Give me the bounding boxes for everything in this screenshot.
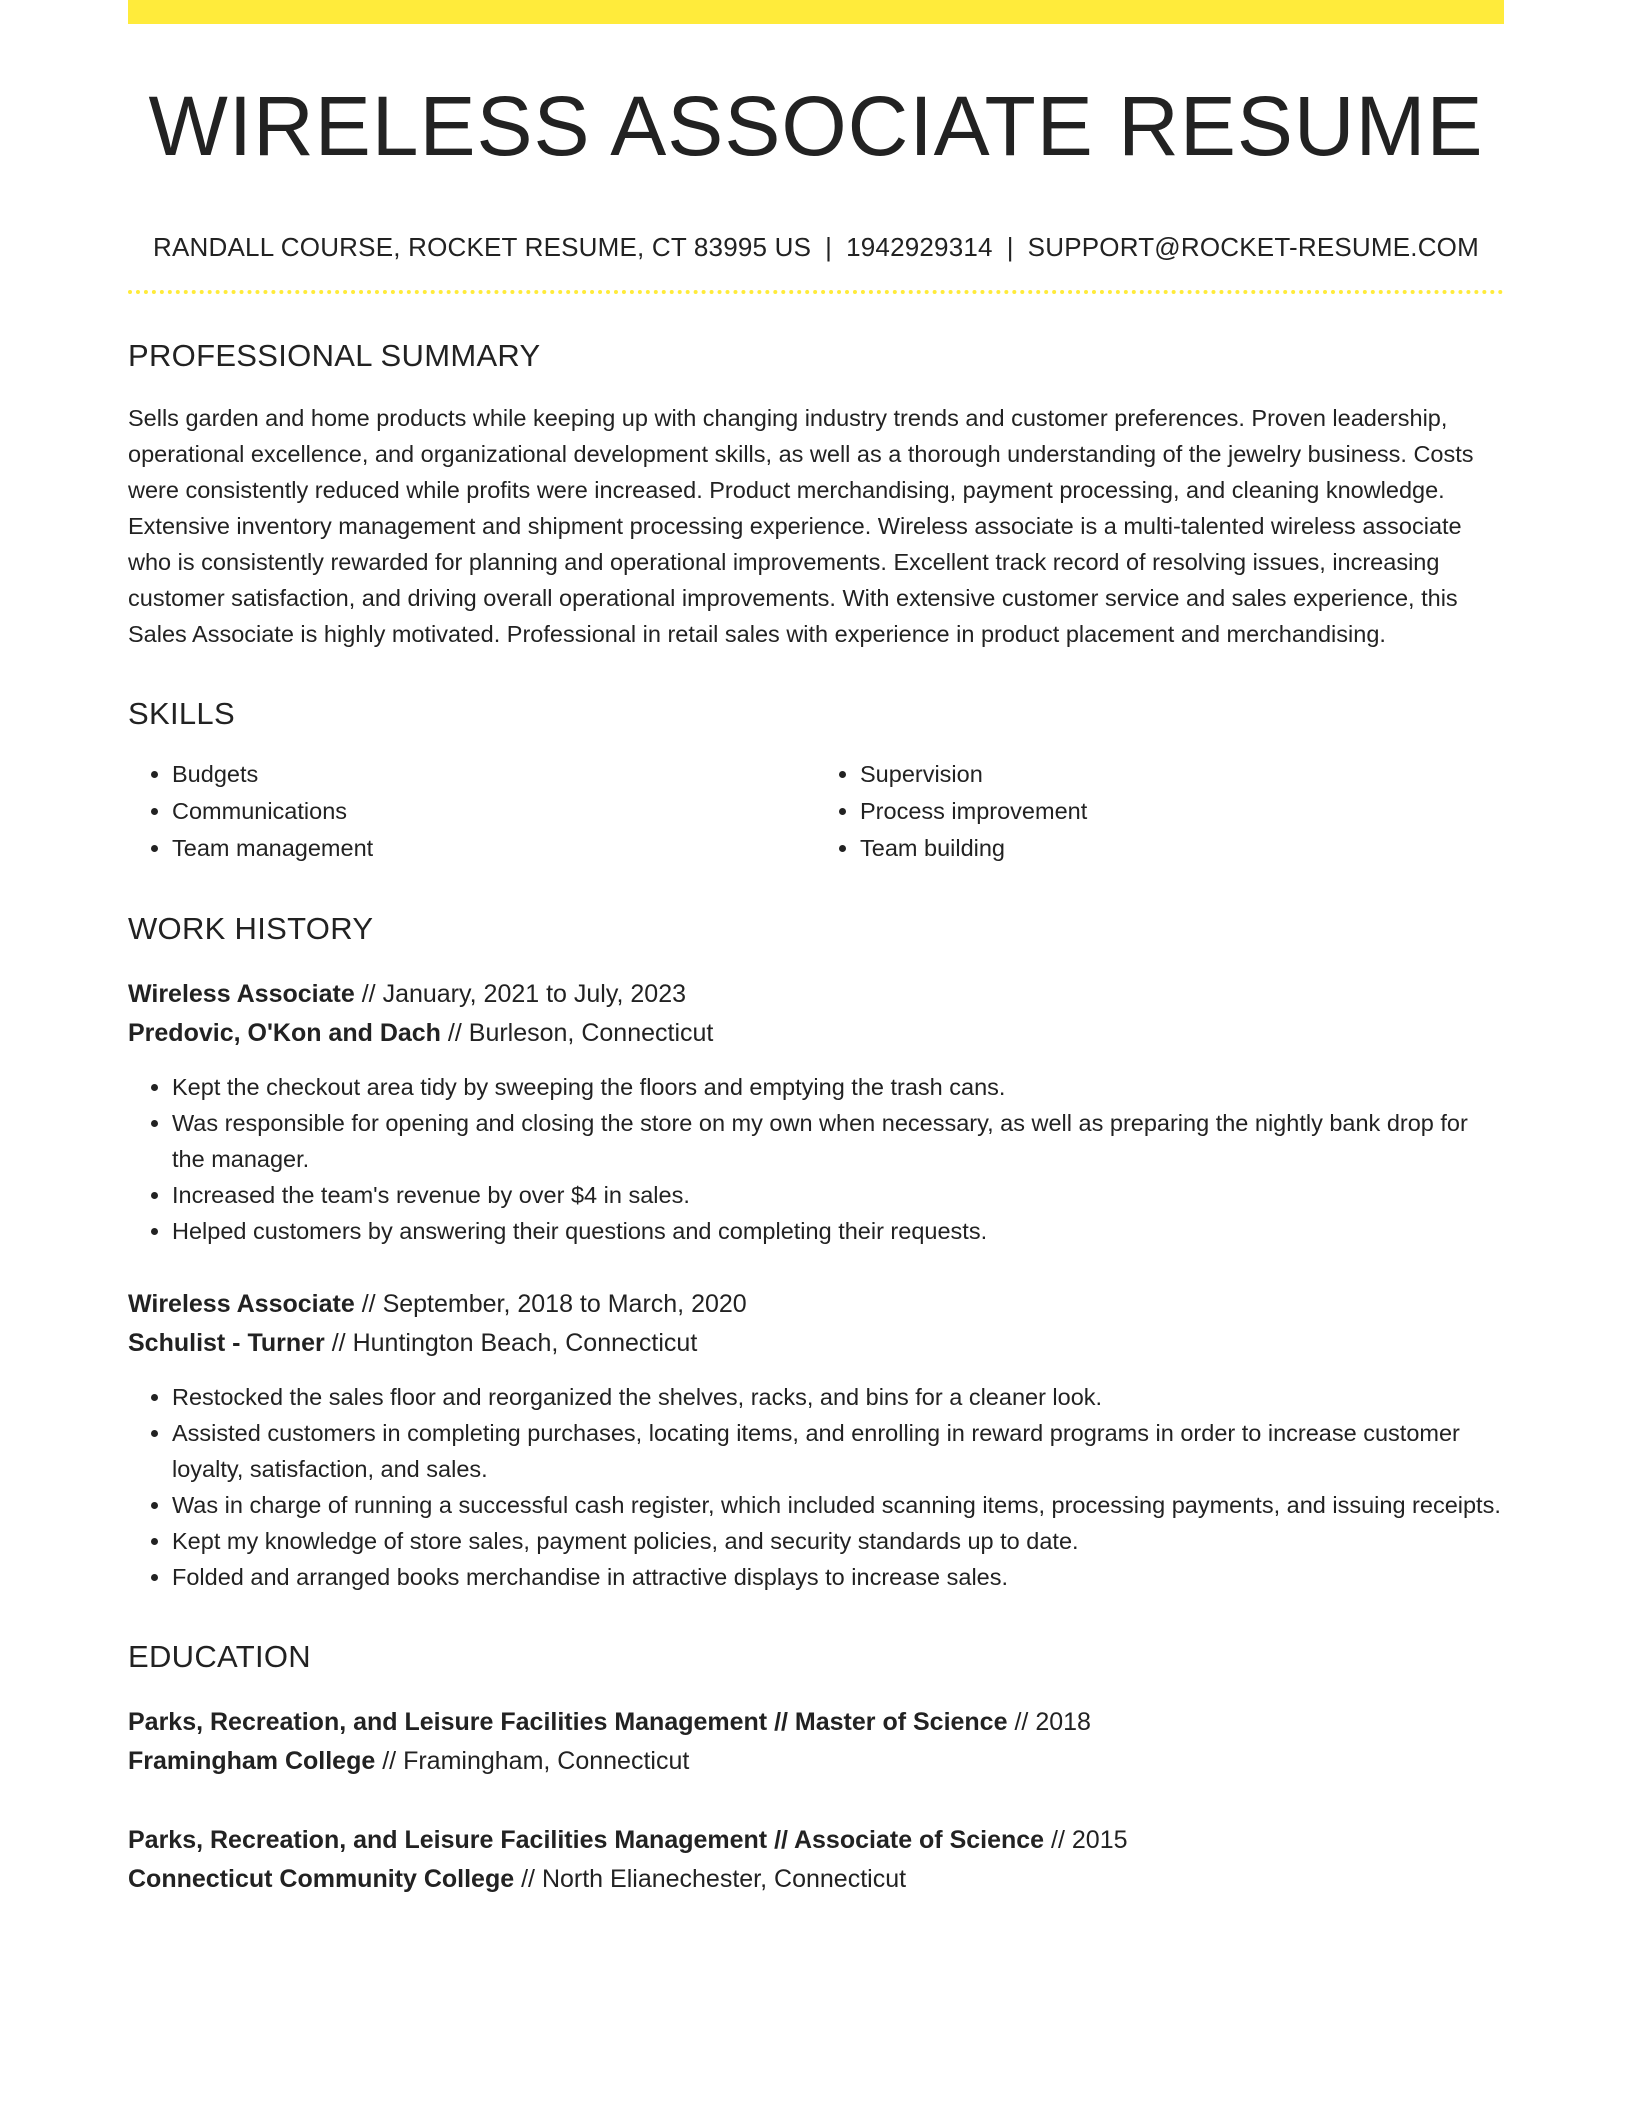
education-degree-line [128, 1821, 1504, 1860]
education-entry [128, 1703, 1504, 1781]
divider: // [361, 1289, 376, 1318]
divider: // [361, 979, 376, 1008]
skills-column-left [128, 756, 816, 867]
job-dates: January, 2021 to July, 2023 [382, 979, 687, 1008]
contact-line [128, 232, 1504, 263]
job-title: Wireless Associate [128, 1289, 355, 1318]
job-entry [128, 1285, 1504, 1595]
education-location: North Elianechester, Connecticut [541, 1864, 907, 1893]
job-company: Predovic, O'Kon and Dach [128, 1018, 441, 1047]
divider: // [382, 1746, 397, 1775]
job-location: Huntington Beach, Connecticut [352, 1328, 698, 1357]
contact-separator: | [825, 232, 833, 263]
education-entry [128, 1821, 1504, 1899]
job-bullet: • Was responsible for opening and closing the store on my own when necessary, as well as preparing the nightly bank drop for the manager. [172, 1105, 1504, 1177]
job-title-line [128, 975, 1504, 1014]
job-bullet: • Assisted customers in completing purchases, locating items, and enrolling in reward programs in order to increase customer loyalty, satisfaction, and sales. [172, 1415, 1504, 1487]
job-bullets [128, 1379, 1504, 1595]
job-bullet: • Helped customers by answering their questions and completing their requests. [172, 1213, 1504, 1249]
education-heading: EDUCATION [128, 1638, 311, 1674]
education-degree-line [128, 1703, 1504, 1742]
job-bullet: • Restocked the sales floor and reorganized the shelves, racks, and bins for a cleaner look. [172, 1379, 1504, 1415]
job-company-line [128, 1014, 1504, 1053]
job-company-line [128, 1324, 1504, 1363]
education-school-line [128, 1742, 1504, 1781]
job-title: Wireless Associate [128, 979, 355, 1008]
education-school-line [128, 1860, 1504, 1899]
summary-text: Sells garden and home products while keeping up with changing industry trends and customer preferences. Proven leadership, operational excellence, and organizational development skills, as well as a thorough understanding of the jewelry business. Costs were consistently reduced while profits were increased. Product merchandising, payment processing, and cleaning knowledge. Extensive inventory management and shipment processing experience. Wireless associate is a multi-talented wireless associate who is consistently rewarded for planning and operational improvements. Excellent track record of resolving issues, increasing customer satisfaction, and driving overall operational improvements. With extensive customer service and sales experience, this Sales Associate is highly motivated. Professional in retail sales with experience in product placement and merchandising. [128, 404, 1474, 647]
divider: // [331, 1328, 346, 1357]
job-company: Schulist - Turner [128, 1328, 325, 1357]
job-bullet: • Increased the team's revenue by over $4 in sales. [172, 1177, 1504, 1213]
work-history-heading: WORK HISTORY [128, 910, 374, 946]
skills-list [128, 756, 1504, 867]
contact-email: SUPPORT@ROCKET-RESUME.COM [1027, 232, 1479, 263]
divider: // [521, 1864, 535, 1893]
skill-item: • Team management [172, 830, 816, 867]
skill-item: • Budgets [172, 756, 816, 793]
contact-address: RANDALL COURSE, ROCKET RESUME, CT 83995 US [153, 232, 812, 263]
divider: // [447, 1018, 462, 1047]
job-bullet: • Was in charge of running a successful cash register, which included scanning items, processing payments, and issuing receipts. [172, 1487, 1504, 1523]
top-accent-bar [128, 0, 1504, 24]
skill-item: • Process improvement [860, 793, 1504, 830]
job-bullet: • Kept my knowledge of store sales, payment policies, and security standards up to date. [172, 1523, 1504, 1559]
skill-item: • Communications [172, 793, 816, 830]
education-school: Connecticut Community College [128, 1864, 515, 1893]
education-degree: Parks, Recreation, and Leisure Facilities Management // Associate of Science [128, 1825, 1045, 1854]
summary-heading: PROFESSIONAL SUMMARY [128, 337, 541, 373]
job-location: Burleson, Connecticut [468, 1018, 714, 1047]
job-entry [128, 975, 1504, 1249]
job-bullet: • Folded and arranged books merchandise in attractive displays to increase sales. [172, 1559, 1504, 1595]
skill-item: • Team building [860, 830, 1504, 867]
education-school: Framingham College [128, 1746, 376, 1775]
education-year: 2015 [1071, 1825, 1128, 1854]
resume-page [128, 0, 1504, 1899]
contact-separator: | [1006, 232, 1014, 263]
education-year: 2018 [1035, 1707, 1091, 1736]
skill-item: • Supervision [860, 756, 1504, 793]
education-degree: Parks, Recreation, and Leisure Facilities Management // Master of Science [128, 1707, 1008, 1736]
job-bullets [128, 1069, 1504, 1249]
skills-column-right [816, 756, 1504, 867]
divider: // [1014, 1707, 1029, 1736]
header-divider [128, 290, 1504, 294]
divider: // [1051, 1825, 1065, 1854]
education-location: Framingham, Connecticut [403, 1746, 690, 1775]
contact-phone: 1942929314 [846, 232, 993, 263]
resume-title: WIRELESS ASSOCIATE RESUME [148, 79, 1484, 173]
skills-heading: SKILLS [128, 695, 235, 731]
job-bullet: • Kept the checkout area tidy by sweeping the floors and emptying the trash cans. [172, 1069, 1504, 1105]
job-title-line [128, 1285, 1504, 1324]
job-dates: September, 2018 to March, 2020 [382, 1289, 747, 1318]
